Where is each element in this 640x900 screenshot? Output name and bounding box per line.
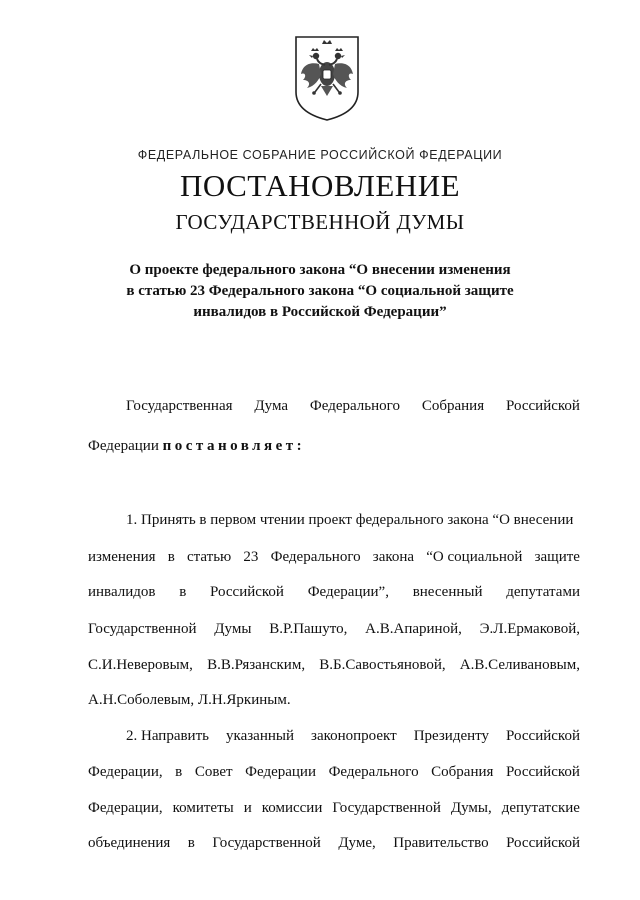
word: в bbox=[187, 835, 195, 851]
item1-line: 1. Принять в первом чтении проект федерального закона “О внесении bbox=[126, 512, 574, 528]
word: А.В.Селивановым, bbox=[459, 657, 580, 673]
word: комитеты bbox=[172, 800, 234, 816]
word: Думы, bbox=[450, 800, 492, 816]
item2-line bbox=[88, 835, 580, 852]
word: Президенту bbox=[413, 728, 490, 744]
word: инвалидов bbox=[88, 584, 156, 600]
subject-line: в статью 23 Федерального закона “О социальной защите bbox=[126, 283, 514, 299]
word: Государственная bbox=[126, 398, 233, 414]
word: Думы bbox=[214, 621, 252, 637]
word: изменения bbox=[88, 549, 156, 565]
item2-line bbox=[88, 800, 580, 817]
word: Федерации bbox=[245, 764, 316, 780]
word: в bbox=[179, 584, 187, 600]
item2-line bbox=[88, 764, 580, 781]
word: Государственной bbox=[212, 835, 321, 851]
preamble-line bbox=[126, 398, 580, 415]
word: Российской bbox=[506, 398, 580, 414]
item1-line bbox=[88, 621, 580, 638]
word: в bbox=[167, 549, 175, 565]
word: Собрания bbox=[421, 398, 485, 414]
item2-line bbox=[126, 728, 580, 745]
word: Федерации, bbox=[88, 764, 163, 780]
word: Федерации bbox=[88, 438, 159, 454]
word: В.В.Рязанским, bbox=[207, 657, 306, 673]
word: объединения bbox=[88, 835, 171, 851]
word: А.В.Апариной, bbox=[365, 621, 462, 637]
word: депутатские bbox=[501, 800, 580, 816]
word: Федерального bbox=[309, 398, 400, 414]
word: В.Б.Савостьяновой, bbox=[319, 657, 446, 673]
word: Федерального bbox=[328, 764, 419, 780]
word: Федерации, bbox=[88, 800, 163, 816]
word: Российской bbox=[506, 835, 580, 851]
word: 2. Направить bbox=[126, 728, 209, 744]
word: закона bbox=[372, 549, 415, 565]
issuing-body-title: ГОСУДАРСТВЕННОЙ ДУМЫ bbox=[175, 210, 465, 234]
word: Государственной bbox=[88, 621, 197, 637]
word: С.И.Неверовым, bbox=[88, 657, 193, 673]
word: Российской bbox=[506, 764, 580, 780]
resolution-verb: постановляет: bbox=[162, 438, 306, 454]
word: законопроект bbox=[311, 728, 397, 744]
word: Думе, bbox=[338, 835, 376, 851]
coat-of-arms-emblem bbox=[293, 34, 361, 122]
item1-line bbox=[88, 657, 580, 674]
item1-line bbox=[88, 549, 580, 566]
word: указанный bbox=[226, 728, 294, 744]
word: защите bbox=[534, 549, 580, 565]
word: статью bbox=[186, 549, 232, 565]
word: “О социальной bbox=[426, 549, 523, 565]
word: Федерального bbox=[270, 549, 361, 565]
word: Государственной bbox=[332, 800, 441, 816]
document-subject bbox=[0, 260, 640, 323]
document-type-title: ПОСТАНОВЛЕНИЕ bbox=[179, 168, 461, 203]
word: Российской bbox=[210, 584, 284, 600]
word: Совет bbox=[194, 764, 233, 780]
word: и bbox=[243, 800, 252, 816]
subject-line: О проекте федерального закона “О внесении изменения bbox=[129, 262, 511, 278]
word: комиссии bbox=[261, 800, 323, 816]
word: В.Р.Пашуто, bbox=[269, 621, 348, 637]
subject-line: инвалидов в Российской Федерации” bbox=[193, 304, 447, 320]
item1-line: А.Н.Соболевым, Л.Н.Яркиным. bbox=[88, 692, 291, 708]
word: Правительство bbox=[393, 835, 489, 851]
word: Федерации”, bbox=[307, 584, 389, 600]
word: Российской bbox=[506, 728, 580, 744]
word: Дума bbox=[254, 398, 289, 414]
item1-line bbox=[88, 584, 580, 601]
double-headed-eagle-icon bbox=[293, 34, 361, 122]
preamble-line bbox=[88, 438, 305, 455]
word: 23 bbox=[243, 549, 259, 565]
word: в bbox=[175, 764, 183, 780]
word: депутатами bbox=[506, 584, 580, 600]
word: внесенный bbox=[412, 584, 483, 600]
word: Собрания bbox=[431, 764, 494, 780]
word: Э.Л.Ермаковой, bbox=[479, 621, 580, 637]
assembly-title: ФЕДЕРАЛЬНОЕ СОБРАНИЕ РОССИЙСКОЙ ФЕДЕРАЦИИ bbox=[137, 148, 503, 162]
